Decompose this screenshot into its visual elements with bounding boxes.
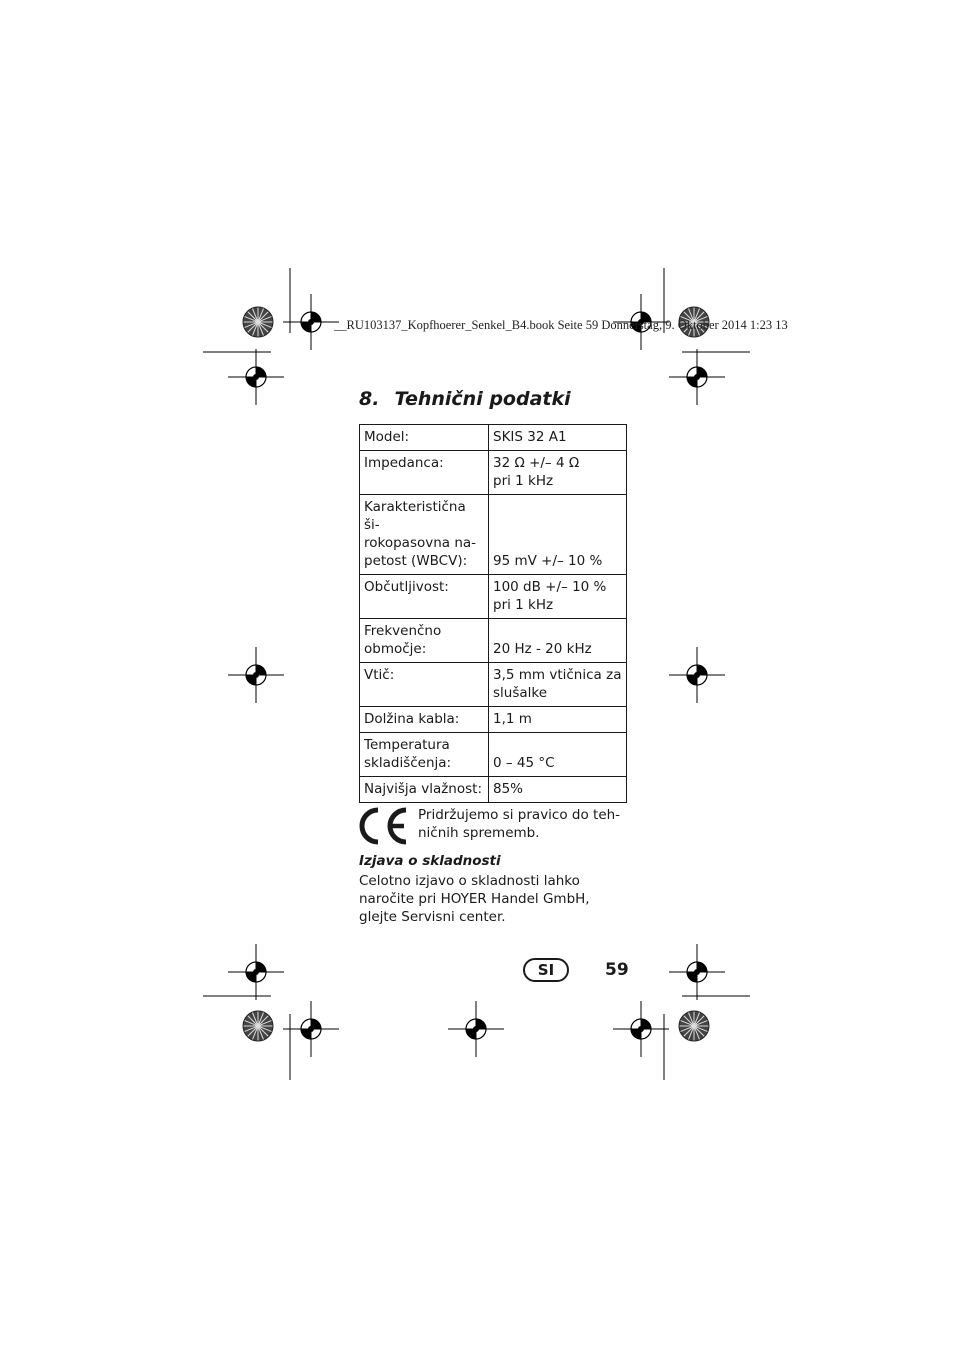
section-title: Tehnični podatki bbox=[394, 388, 571, 410]
table-row bbox=[360, 495, 627, 575]
spec-value: SKIS 32 A1 bbox=[489, 425, 627, 451]
spec-label: Občutljivost: bbox=[360, 575, 489, 619]
page-number: 59 bbox=[605, 960, 629, 980]
spec-value: 100 dB +/– 10 % pri 1 kHz bbox=[489, 575, 627, 619]
table-row bbox=[360, 707, 627, 733]
spec-label: Impedanca: bbox=[360, 451, 489, 495]
technical-changes-note: Pridržujemo si pravico do teh- ničnih sprememb. bbox=[418, 807, 621, 841]
spec-value: 0 – 45 °C bbox=[489, 733, 627, 777]
spec-label: Model: bbox=[360, 425, 489, 451]
spec-value: 85% bbox=[489, 777, 627, 803]
declaration-title: Izjava o skladnosti bbox=[359, 853, 501, 869]
spec-label: Vtič: bbox=[360, 663, 489, 707]
spec-value: 20 Hz - 20 kHz bbox=[489, 619, 627, 663]
spec-label: Temperatura skladiščenja: bbox=[360, 733, 489, 777]
spec-label: Dolžina kabla: bbox=[360, 707, 489, 733]
table-row bbox=[360, 733, 627, 777]
section-heading bbox=[359, 388, 571, 410]
table-row bbox=[360, 451, 627, 495]
print-slug-line: __RU103137_Kopfhoerer_Senkel_B4.book Seite 59 Donnerstag, 9. Oktober 2014 1:23 13 bbox=[334, 318, 788, 332]
table-row bbox=[360, 425, 627, 451]
table-row bbox=[360, 777, 627, 803]
section-number: 8. bbox=[359, 388, 380, 410]
table-row bbox=[360, 619, 627, 663]
table-row bbox=[360, 575, 627, 619]
table-row bbox=[360, 663, 627, 707]
spec-value: 1,1 m bbox=[489, 707, 627, 733]
spec-label: Karakteristična ši- rokopasovna na- petost (WBCV): bbox=[360, 495, 489, 575]
ce-mark-icon bbox=[358, 806, 410, 846]
spec-value: 95 mV +/– 10 % bbox=[489, 495, 627, 575]
spec-label: Najvišja vlažnost: bbox=[360, 777, 489, 803]
language-badge: SI bbox=[523, 958, 569, 982]
spec-label: Frekvenčno območje: bbox=[360, 619, 489, 663]
specifications-table bbox=[359, 424, 627, 803]
declaration-body: Celotno izjavo o skladnosti lahko naročite pri HOYER Handel GmbH, glejte Servisni center. bbox=[359, 873, 590, 925]
spec-value: 32 Ω +/– 4 Ω pri 1 kHz bbox=[489, 451, 627, 495]
spec-value: 3,5 mm vtičnica za slušalke bbox=[489, 663, 627, 707]
